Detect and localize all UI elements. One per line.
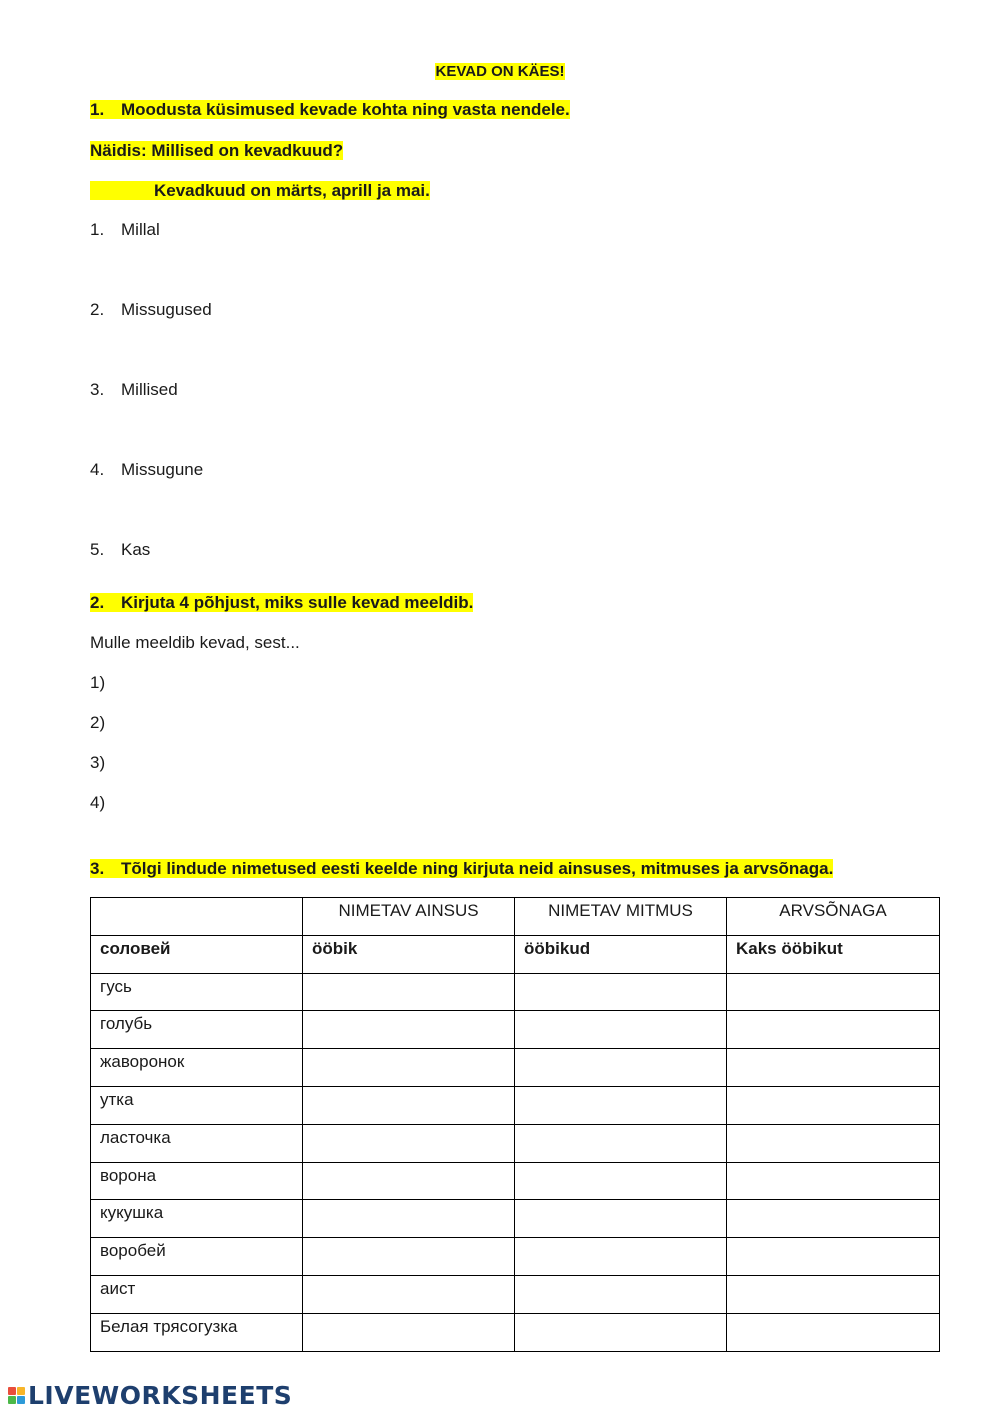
bird-russian-name: аист — [91, 1275, 303, 1313]
bird-singular: ööbik — [303, 935, 515, 973]
table-example-row — [91, 935, 940, 973]
task3-number: 3. — [90, 859, 105, 878]
table-row — [91, 1238, 940, 1276]
task2-answer-line[interactable]: 3) — [90, 753, 106, 772]
bird-numeral: Kaks ööbikut — [727, 935, 940, 973]
logo-block — [8, 1387, 16, 1395]
table-row — [91, 1011, 940, 1049]
task2-intro: Mulle meeldib kevad, sest... — [90, 633, 300, 652]
bird-russian-name: утка — [91, 1086, 303, 1124]
task1-example-question-text: Näidis: Millised on kevadkuud? — [90, 141, 344, 160]
worksheet-title — [0, 61, 1000, 83]
answer-cell[interactable] — [303, 973, 515, 1011]
answer-cell[interactable] — [727, 1275, 940, 1313]
answer-cell[interactable] — [727, 1162, 940, 1200]
answer-cell[interactable] — [303, 1275, 515, 1313]
logo-blocks-icon — [8, 1387, 25, 1404]
logo-text: LIVEWORKSHEETS — [28, 1380, 293, 1410]
task1-heading-text: Moodusta küsimused kevade kohta ning vasta nendele. — [121, 100, 570, 119]
task1-item-number: 1. — [90, 220, 105, 239]
answer-cell[interactable] — [515, 1086, 727, 1124]
birds-table — [90, 897, 940, 1352]
table-row — [91, 1313, 940, 1351]
task1-item-word: Millal — [121, 220, 160, 239]
task2-answer-line[interactable]: 2) — [90, 713, 106, 732]
logo-block — [8, 1396, 16, 1404]
task1-item-word: Missugune — [121, 460, 204, 479]
bird-russian-name: ворона — [91, 1162, 303, 1200]
answer-cell[interactable] — [727, 1011, 940, 1049]
task1-item-number: 2. — [90, 300, 105, 319]
column-header-numeral: ARVSÕNAGA — [727, 898, 940, 936]
answer-cell[interactable] — [515, 1049, 727, 1087]
column-header-singular: NIMETAV AINSUS — [303, 898, 515, 936]
answer-cell[interactable] — [303, 1011, 515, 1049]
table-row — [91, 1124, 940, 1162]
task1-item-word: Kas — [121, 540, 151, 559]
task1-item — [90, 379, 178, 401]
bird-russian-name: соловей — [91, 935, 303, 973]
bird-russian-name: ласточка — [91, 1124, 303, 1162]
worksheet-title-text: KEVAD ON KÄES! — [435, 63, 565, 80]
table-row — [91, 1200, 940, 1238]
answer-cell[interactable] — [727, 1238, 940, 1276]
answer-cell[interactable] — [303, 1124, 515, 1162]
answer-cell[interactable] — [515, 1238, 727, 1276]
task1-item — [90, 539, 150, 561]
bird-russian-name: голубь — [91, 1011, 303, 1049]
answer-cell[interactable] — [303, 1200, 515, 1238]
answer-cell[interactable] — [515, 1124, 727, 1162]
task1-item-number: 3. — [90, 380, 105, 399]
answer-cell[interactable] — [727, 1124, 940, 1162]
table-row — [91, 1275, 940, 1313]
task1-item — [90, 219, 160, 241]
answer-cell[interactable] — [515, 1011, 727, 1049]
answer-cell[interactable] — [727, 1086, 940, 1124]
answer-cell[interactable] — [515, 1162, 727, 1200]
answer-cell[interactable] — [515, 1200, 727, 1238]
bird-russian-name: Белая трясогузка — [91, 1313, 303, 1351]
task1-item-word: Millised — [121, 380, 178, 399]
answer-cell[interactable] — [727, 1313, 940, 1351]
answer-cell[interactable] — [303, 1049, 515, 1087]
task1-heading — [90, 99, 570, 121]
table-row — [91, 1162, 940, 1200]
task3-heading — [90, 858, 833, 880]
answer-cell[interactable] — [727, 1200, 940, 1238]
task1-item-number: 4. — [90, 460, 105, 479]
table-header-row — [91, 898, 940, 936]
task2-answer-line[interactable]: 4) — [90, 793, 106, 812]
answer-cell[interactable] — [303, 1162, 515, 1200]
logo-block — [17, 1387, 25, 1395]
column-header-russian — [91, 898, 303, 936]
bird-russian-name: жаворонок — [91, 1049, 303, 1087]
column-header-plural: NIMETAV MITMUS — [515, 898, 727, 936]
task1-item — [90, 459, 203, 481]
table-row — [91, 973, 940, 1011]
task1-item — [90, 299, 212, 321]
table-row — [91, 1049, 940, 1087]
answer-cell[interactable] — [303, 1313, 515, 1351]
answer-cell[interactable] — [515, 1313, 727, 1351]
task1-item-number: 5. — [90, 540, 105, 559]
bird-plural: ööbikud — [515, 935, 727, 973]
task1-example-answer-text: Kevadkuud on märts, aprill ja mai. — [90, 181, 430, 200]
bird-russian-name: кукушка — [91, 1200, 303, 1238]
bird-russian-name: воробей — [91, 1238, 303, 1276]
bird-russian-name: гусь — [91, 973, 303, 1011]
answer-cell[interactable] — [727, 973, 940, 1011]
table-row — [91, 1086, 940, 1124]
task2-heading-text: Kirjuta 4 põhjust, miks sulle kevad meeldib. — [121, 593, 474, 612]
task3-heading-text: Tõlgi lindude nimetused eesti keelde ning kirjuta neid ainsuses, mitmuses ja arvsõnaga. — [121, 859, 834, 878]
task1-example-answer — [90, 180, 430, 202]
task1-example-question — [90, 140, 343, 162]
answer-cell[interactable] — [515, 973, 727, 1011]
task2-number: 2. — [90, 593, 105, 612]
answer-cell[interactable] — [303, 1238, 515, 1276]
answer-cell[interactable] — [727, 1049, 940, 1087]
task2-heading — [90, 592, 473, 614]
task1-number: 1. — [90, 100, 105, 119]
answer-cell[interactable] — [515, 1275, 727, 1313]
answer-cell[interactable] — [303, 1086, 515, 1124]
logo-block — [17, 1396, 25, 1404]
task1-item-word: Missugused — [121, 300, 212, 319]
task2-answer-line[interactable]: 1) — [90, 673, 106, 692]
liveworksheets-logo[interactable] — [8, 1380, 292, 1410]
